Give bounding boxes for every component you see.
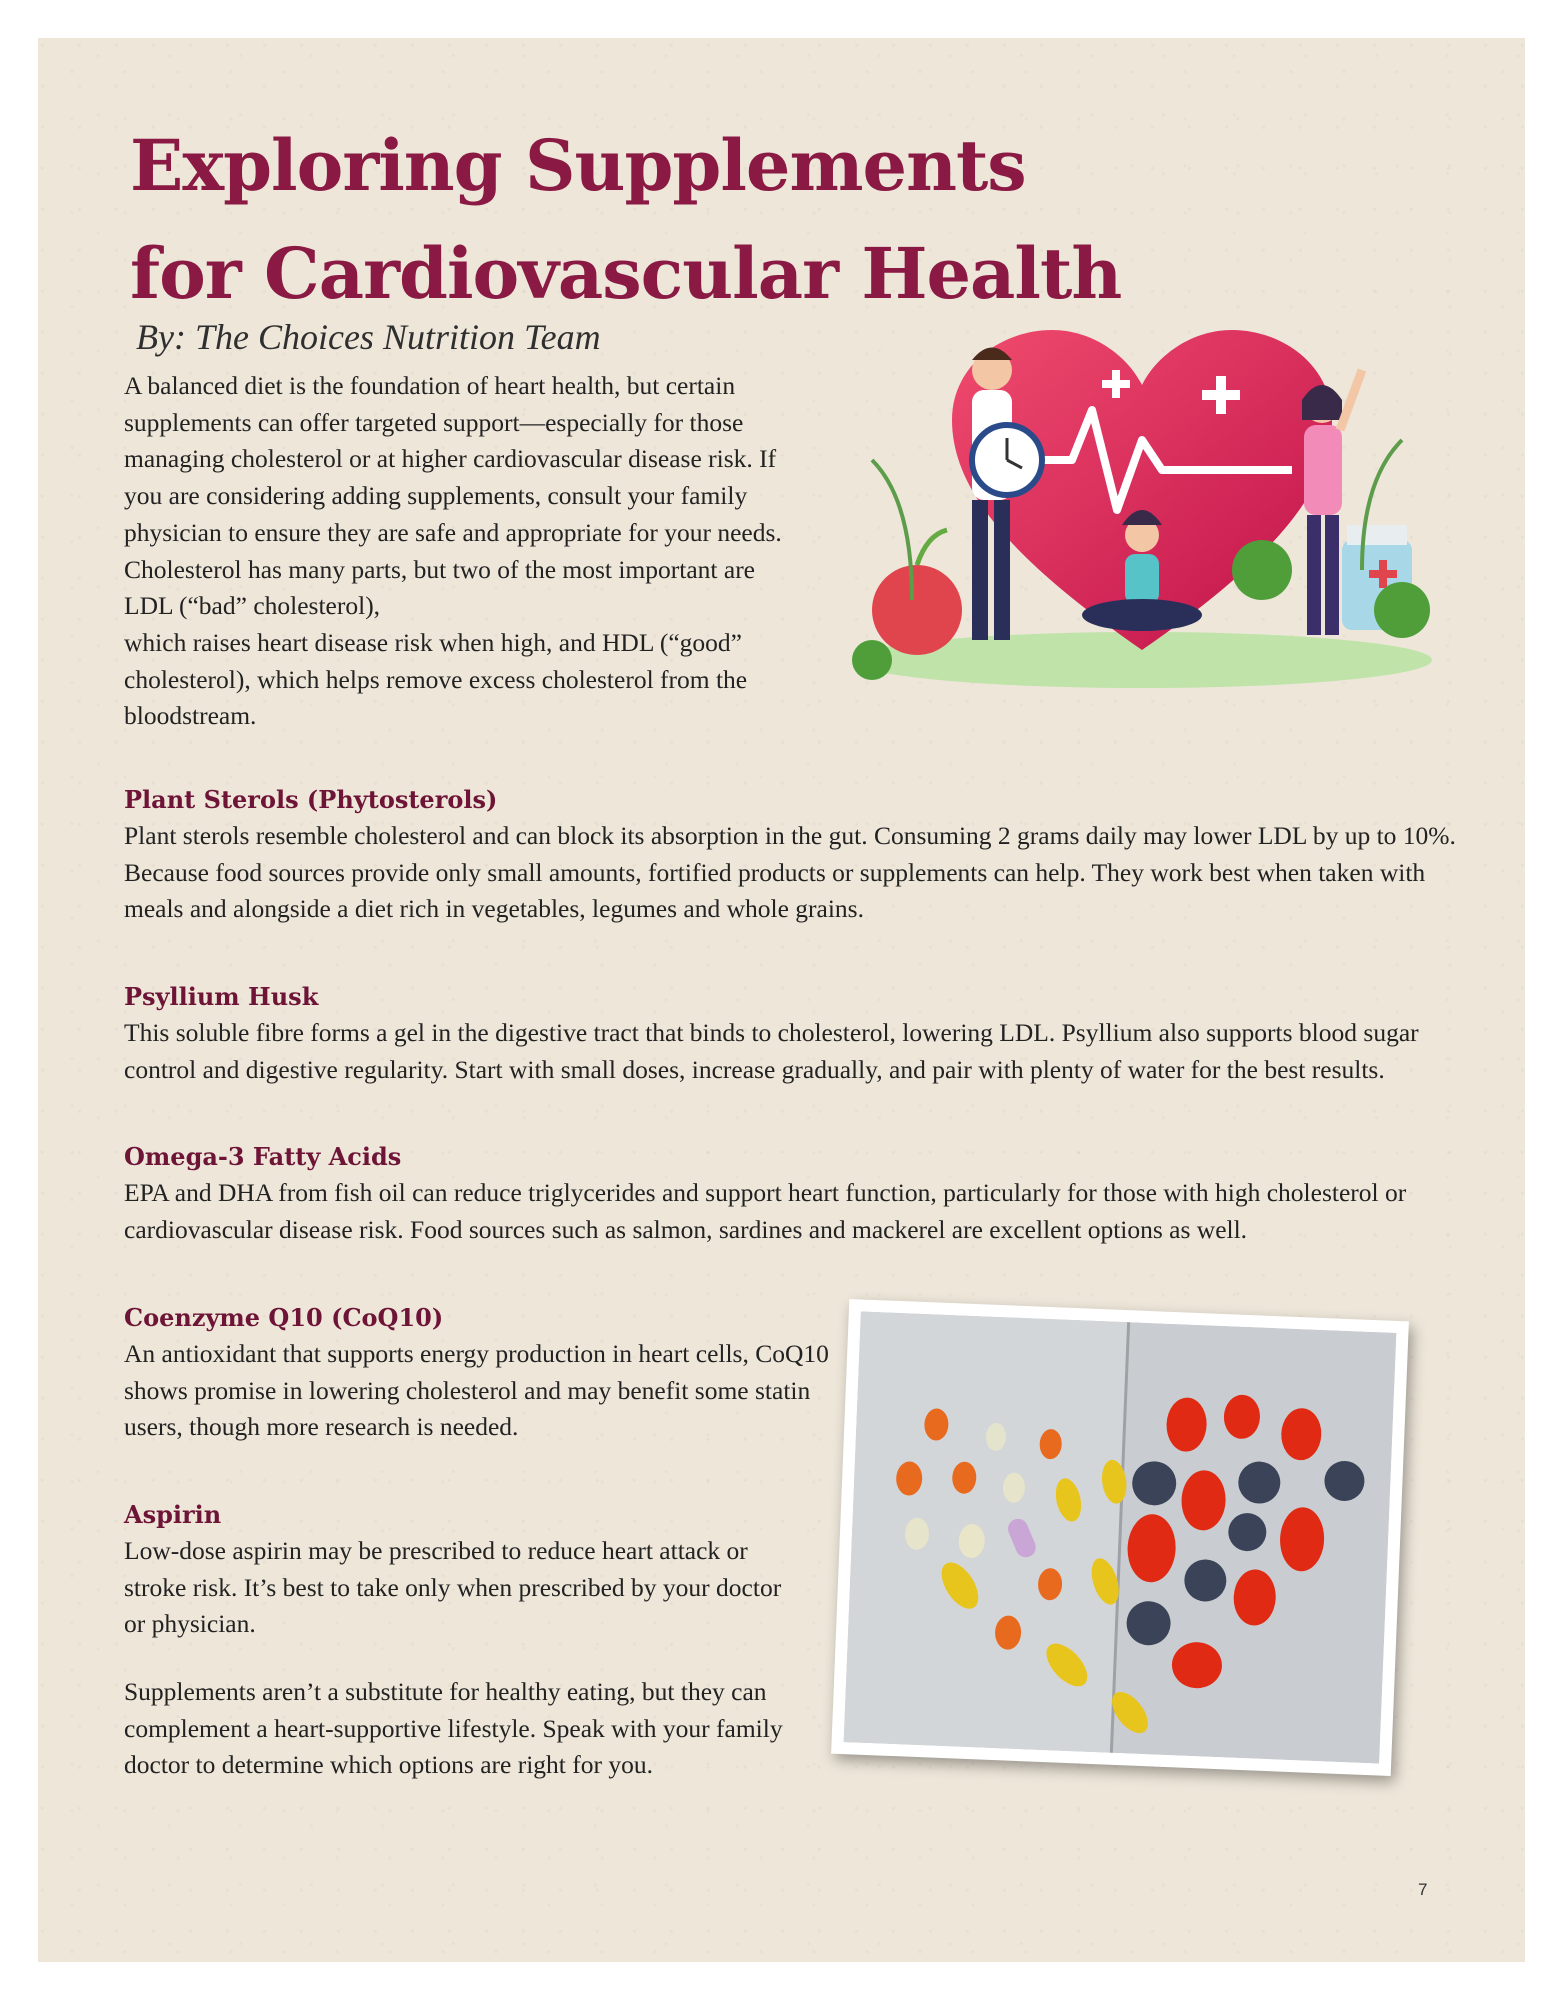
section-plant-sterols xyxy=(124,782,1464,928)
intro-paragraph xyxy=(124,368,824,735)
section-heading: Aspirin xyxy=(124,1500,222,1529)
title-line-1: Exploring Supplements xyxy=(130,124,1026,207)
section-body: EPA and DHA from fish oil can reduce triglycerides and support heart function, particularly for those with high cholesterol or cardiovascular disease risk. Food sources such as salmon, sardines and mackerel are excellent options as well. xyxy=(124,1178,1407,1244)
photo-image xyxy=(844,1311,1397,1763)
section-body: An antioxidant that supports energy production in heart cells, CoQ10 shows promise in lowering cholesterol and may benefit some statin users, though more research is needed. xyxy=(124,1339,829,1442)
title-line-2: for Cardiovascular Health xyxy=(130,232,1122,315)
supplements-heart-photo xyxy=(831,1299,1409,1776)
section-heading: Omega-3 Fatty Acids xyxy=(124,1142,402,1171)
section-body: This soluble fibre forms a gel in the digestive tract that binds to cholesterol, lowering LDL. Psyllium also supports blood sugar control and digestive regularity. Start with small doses, increase gradually, and pair with plenty of water for the best results. xyxy=(124,1018,1419,1084)
page-title xyxy=(130,112,1230,328)
section-aspirin xyxy=(124,1497,804,1643)
section-body: Plant sterols resemble cholesterol and can block its absorption in the gut. Consuming 2 grams daily may lower LDL by up to 10%. Because food sources provide only small amounts, fortified products or supplements can help. They work best when taken with meals and alongside a diet rich in vegetables, legumes and whole grains. xyxy=(124,821,1456,924)
section-psyllium-husk xyxy=(124,979,1464,1088)
page-number: 7 xyxy=(1418,1880,1428,1899)
section-heading: Plant Sterols (Phytosterols) xyxy=(124,785,498,814)
section-coq10 xyxy=(124,1300,834,1446)
section-heading: Psyllium Husk xyxy=(124,982,319,1011)
heart-health-illustration xyxy=(842,310,1442,695)
intro-text-continued: which raises heart disease risk when high, and HDL (“good” cholesterol), which helps remove excess cholesterol from the bloodstream. xyxy=(124,627,748,731)
section-heading: Coenzyme Q10 (CoQ10) xyxy=(124,1303,444,1332)
closing-paragraph: Supplements aren’t a substitute for healthy eating, but they can complement a heart-supportive lifestyle. Speak with your family doctor to determine which options are right for you. xyxy=(124,1677,783,1780)
section-omega-3 xyxy=(124,1139,1444,1248)
section-body: Low-dose aspirin may be prescribed to reduce heart attack or stroke risk. It’s best to take only when prescribed by your doctor or physician. xyxy=(124,1536,782,1639)
intro-text: A balanced diet is the foundation of heart health, but certain supplements can offer targeted support—especially for those managing cholesterol or at higher cardiovascular disease risk. If you are considering adding supplements, consult your family physician to ensure they are safe and appropriate for your needs. Cholesterol has many parts, but two of the most important are LDL (“bad” cholesterol), xyxy=(124,371,782,621)
byline: By: The Choices Nutrition Team xyxy=(136,317,601,357)
